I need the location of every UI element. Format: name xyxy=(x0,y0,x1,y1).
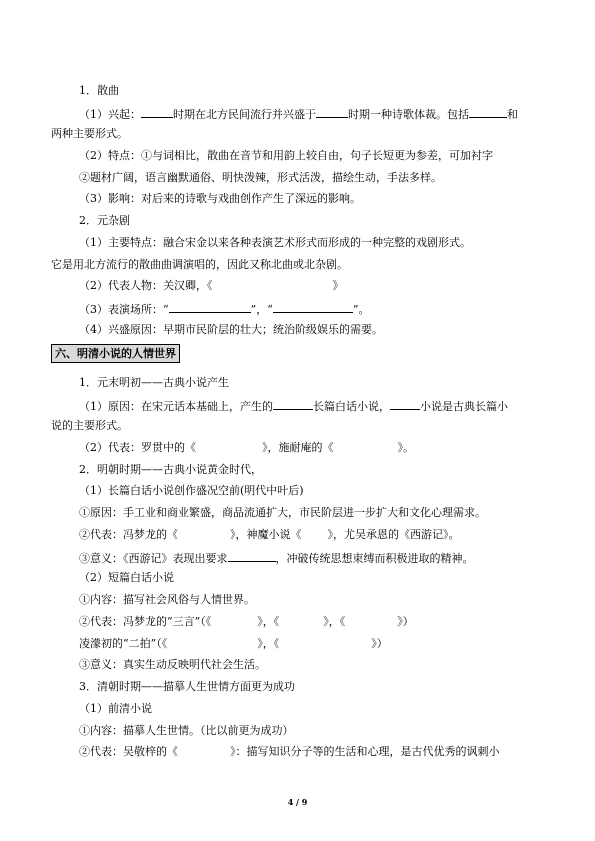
heading-ming-golden-age: 2．明朝时期——古典小说黄金时代， xyxy=(79,463,262,476)
line-sanqu-features-2: ②题材广阔，语言幽默通俗、明快泼辣，形式活泼，描绘生动，手法多样。 xyxy=(79,171,442,184)
line-long-novels-reason: ①原因：手工业和商业繁盛，商品流通扩大，市民阶层进一步扩大和文化心理需求。 xyxy=(79,506,486,519)
line-erpai: 凌濛初的“二拍”（《 》，《 》） xyxy=(79,637,388,650)
line-sanyan: ②代表：冯梦龙的“三言”（《 》，《 》，《 》） xyxy=(79,615,414,628)
line-zaju-features-2: 它是用北方流行的散曲曲调演唱的，因此又称北曲或北杂剧。 xyxy=(51,258,348,271)
line-long-novels: （1）长篇白话小说创作盛况空前(明代中叶后) xyxy=(79,484,304,497)
line-long-novels-significance: ③意义：《西游记》表现出要求 ，冲破传统思想束缚而积极进取的精神。 xyxy=(79,552,474,565)
line-novel-reason: （1）原因：在宋元话本基础上，产生的 长篇白话小说， 小说是古典长篇小 xyxy=(79,400,508,413)
section-heading-ming-qing-novels: 六、明清小说的人情世界 xyxy=(51,344,180,363)
line-novel-representative: （2）代表：罗贯中的《 》，施耐庵的《 》。 xyxy=(79,441,414,454)
line-sanqu-origin: （1）兴起： 时期在北方民间流行并兴盛于 时期一种诗歌体裁。包括 和 xyxy=(79,108,518,121)
line-early-qing: （1）前清小说 xyxy=(79,702,152,715)
line-sanqu-features: （2）特点：①与词相比，散曲在音节和用韵上较自由，句子长短更为参差，可加衬字 xyxy=(79,149,493,162)
line-zaju-representative: （2）代表人物：关汉卿，《 》 xyxy=(79,279,344,292)
heading-sanqu: 1．散曲 xyxy=(79,84,119,97)
line-short-novels-content: ①内容：描写社会风俗与人情世界。 xyxy=(79,593,255,606)
line-novel-reason-2: 说的主要形式。 xyxy=(51,419,128,432)
line-zaju-venue: （3）表演场所：“ ”，“ ”。 xyxy=(79,303,370,316)
line-sanqu-forms: 两种主要形式。 xyxy=(51,127,128,140)
line-zaju-reasons: （4）兴盛原因：早期市民阶层的壮大；统治阶级娱乐的需要。 xyxy=(79,323,383,336)
line-short-novels: （2）短篇白话小说 xyxy=(79,571,174,584)
heading-zaju: 2．元杂剧 xyxy=(79,214,130,227)
line-sanqu-influence: （3）影响：对后来的诗歌与戏曲创作产生了深远的影响。 xyxy=(79,192,361,205)
line-early-qing-content: ①内容：描摹人生世情。（比以前更为成功） xyxy=(79,724,294,737)
line-early-qing-representative: ②代表：吴敬梓的《 》：描写知识分子等的生活和心理，是古代优秀的讽刺小 xyxy=(79,745,500,758)
page-number: 4 / 9 xyxy=(287,797,308,807)
line-long-novels-representative: ②代表：冯梦龙的《 》，神魔小说《 》，尤吴承恩的《西游记》。 xyxy=(79,528,460,541)
line-short-novels-significance: ③意义：真实生动反映明代社会生活。 xyxy=(79,658,266,671)
heading-yuan-ming-novels: 1．元末明初——古典小说产生 xyxy=(79,376,229,389)
heading-qing-novels: 3．清朝时期——描摹人生世情方面更为成功 xyxy=(79,680,295,693)
line-zaju-features: （1）主要特点：融合宋金以来各种表演艺术形式而形成的一种完整的戏剧形式。 xyxy=(79,236,471,249)
